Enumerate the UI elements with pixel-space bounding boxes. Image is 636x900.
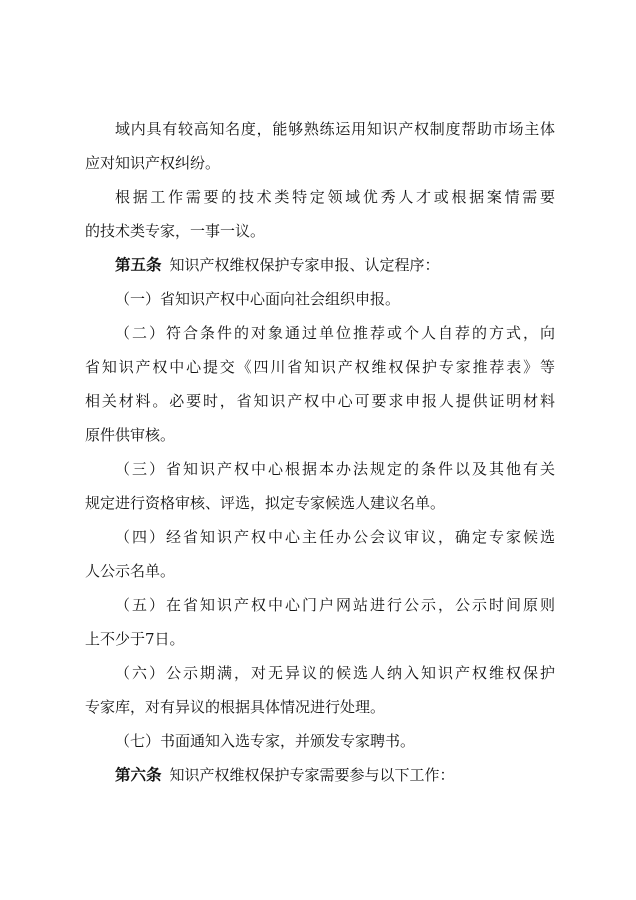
paragraph-line: 相关材料。必要时，省知识产权中心可要求申报人提供证明材料	[85, 392, 555, 410]
paragraph-line: 原件供审核。	[85, 426, 176, 444]
article-6-label: 第六条	[115, 765, 162, 784]
paragraph	[85, 112, 555, 180]
article-5-item	[85, 520, 555, 588]
article-5-item	[85, 452, 555, 520]
paragraph-line: 人公示名单。	[85, 562, 176, 580]
article-5-item	[85, 656, 555, 724]
article-5-heading	[85, 248, 555, 282]
paragraph-line: （二）符合条件的对象通过单位推荐或个人自荐的方式，向	[115, 324, 555, 342]
article-5-label: 第五条	[115, 255, 162, 274]
paragraph-line: 省知识产权中心提交《四川省知识产权维权保护专家推荐表》等	[85, 358, 555, 376]
paragraph-line: 域内具有较高知名度，能够熟练运用知识产权制度帮助市场主体	[115, 120, 555, 138]
article-5-item	[85, 588, 555, 656]
article-5-item	[85, 316, 555, 452]
paragraph-line: 根据工作需要的技术类特定领域优秀人才或根据案情需要	[115, 188, 555, 206]
paragraph-line: 应对知识产权纠纷。	[85, 154, 221, 172]
article-6-heading	[85, 758, 555, 792]
article-6-title: 知识产权维权保护专家需要参与以下工作：	[169, 766, 455, 784]
paragraph-line: 的技术类专家，一事一议。	[85, 222, 266, 240]
paragraph-line: 专家库，对有异议的根据具体情况进行处理。	[85, 698, 386, 716]
paragraph-line: （三）省知识产权中心根据本办法规定的条件以及其他有关	[115, 460, 555, 478]
paragraph-line: 规定进行资格审核、评选，拟定专家候选人建议名单。	[85, 494, 446, 512]
document-body	[85, 112, 555, 792]
paragraph-line: （五）在省知识产权中心门户网站进行公示，公示时间原则	[115, 596, 555, 614]
article-5-title: 知识产权维权保护专家申报、认定程序：	[169, 256, 440, 274]
paragraph-line: （七）书面通知入选专家，并颁发专家聘书。	[115, 732, 416, 750]
article-5-items	[85, 282, 555, 758]
article-5-item	[85, 724, 555, 758]
paragraph-line: （四）经省知识产权中心主任办公会议审议，确定专家候选	[115, 528, 555, 546]
paragraph-line: （一）省知识产权中心面向社会组织申报。	[115, 290, 401, 308]
paragraph	[85, 180, 555, 248]
article-5-item	[85, 282, 555, 316]
preceding-paragraphs	[85, 112, 555, 248]
paragraph-line: （六）公示期满，对无异议的候选人纳入知识产权维权保护	[115, 664, 555, 682]
paragraph-line: 上不少于7日。	[85, 630, 185, 648]
